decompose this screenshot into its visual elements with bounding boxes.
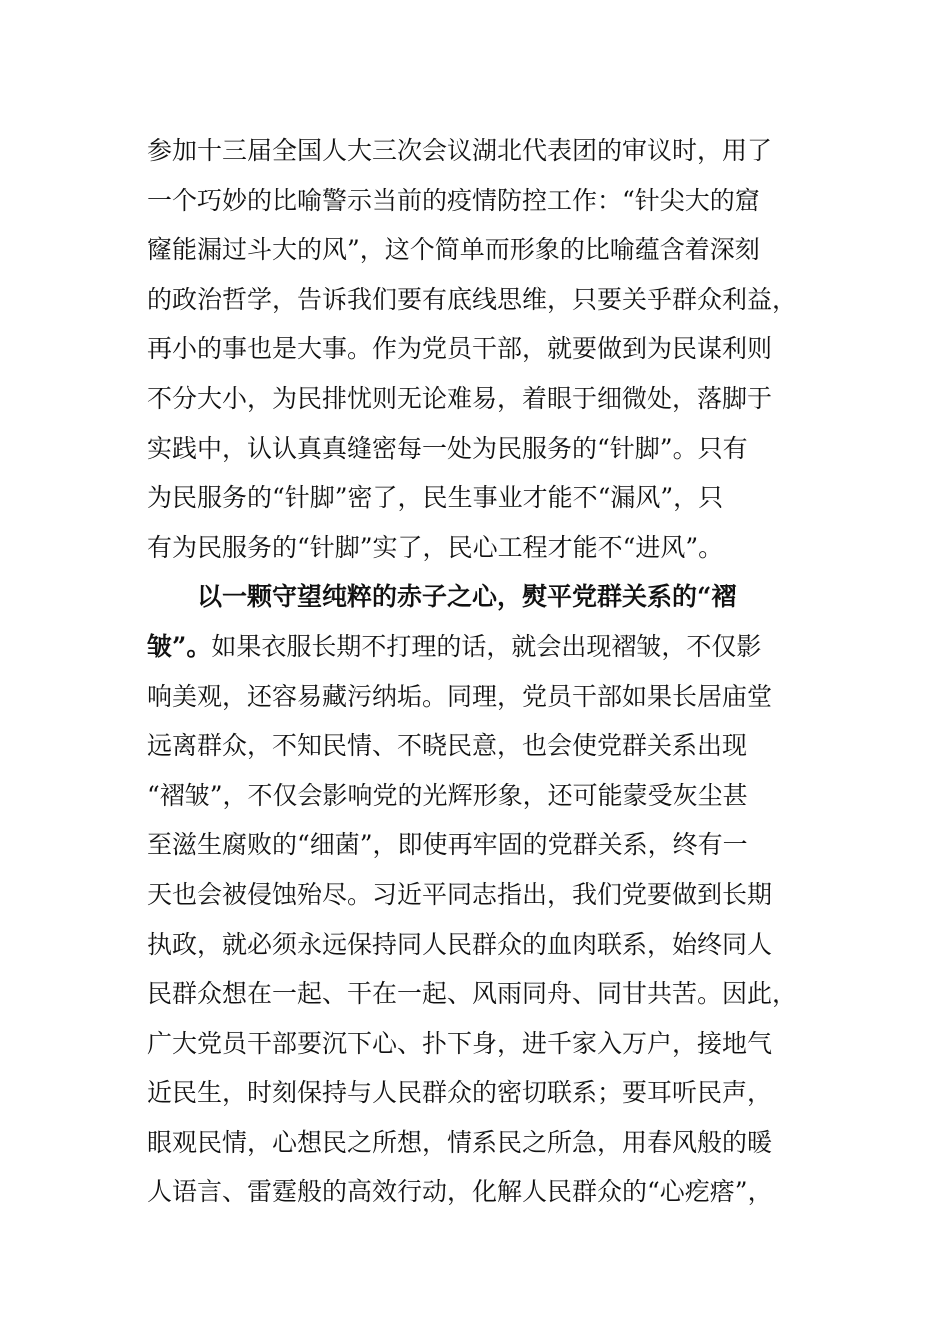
- text-line: 有为民服务的“针脚”实了，民心工程才能不“进风”。: [147, 532, 724, 562]
- text-line: 近民生，时刻保持与人民群众的密切联系；要耳听民声，: [147, 1078, 773, 1108]
- text-line: 窿能漏过斗大的风”，这个简单而形象的比喻蕴含着深刻: [147, 235, 760, 265]
- text-line: 实践中，认认真真缝密每一处为民服务的“针脚”。只有: [147, 433, 748, 463]
- paragraph-1: [147, 126, 807, 572]
- paragraph-heading: 以一颗守望纯粹的赤子之心，熨平党群关系的“褶: [197, 582, 737, 612]
- text-line: “褶皱”，不仅会影响党的光辉形象，还可能蒙受灰尘甚: [147, 780, 748, 810]
- text-line: 眼观民情，心想民之所想，情系民之所急，用春风般的暖: [147, 1127, 773, 1157]
- paragraph-2: [147, 572, 807, 1217]
- text-line: 至滋生腐败的“细菌”，即使再牢固的党群关系，终有一: [147, 830, 748, 860]
- text-line: 广大党员干部要沉下心、扑下身，进千家入万户，接地气: [147, 1028, 773, 1058]
- text-line: 一个巧妙的比喻警示当前的疫情防控工作：“针尖大的窟: [147, 185, 760, 215]
- text-line: 民群众想在一起、干在一起、风雨同舟、同甘共苦。因此，: [147, 979, 798, 1009]
- text-line: 天也会被侵蚀殆尽。习近平同志指出，我们党要做到长期: [147, 879, 773, 909]
- text-line-rest: 如果衣服长期不打理的话，就会出现褶皱，不仅影: [211, 631, 762, 661]
- text-line: 响美观，还容易藏污纳垢。同理，党员干部如果长居庙堂: [147, 681, 773, 711]
- text-line: [147, 622, 807, 672]
- text-line: 不分大小，为民排忧则无论难易，着眼于细微处，落脚于: [147, 383, 773, 413]
- text-line: 再小的事也是大事。作为党员干部，就要做到为民谋利则: [147, 334, 773, 364]
- document-body: [147, 126, 807, 1217]
- text-line: 的政治哲学，告诉我们要有底线思维，只要关乎群众利益，: [147, 284, 798, 314]
- paragraph-heading-end: 皱”。: [147, 631, 212, 661]
- text-line: 为民服务的“针脚”密了，民生事业才能不“漏风”，只: [147, 483, 724, 513]
- text-line: 人语言、雷霆般的高效行动，化解人民群众的“心疙瘩”，: [147, 1177, 773, 1207]
- text-line: 执政，就必须永远保持同人民群众的血肉联系，始终同人: [147, 929, 773, 959]
- text-line: 参加十三届全国人大三次会议湖北代表团的审议时，用了: [147, 136, 773, 165]
- text-line: 远离群众，不知民情、不晓民意，也会使党群关系出现: [147, 731, 748, 761]
